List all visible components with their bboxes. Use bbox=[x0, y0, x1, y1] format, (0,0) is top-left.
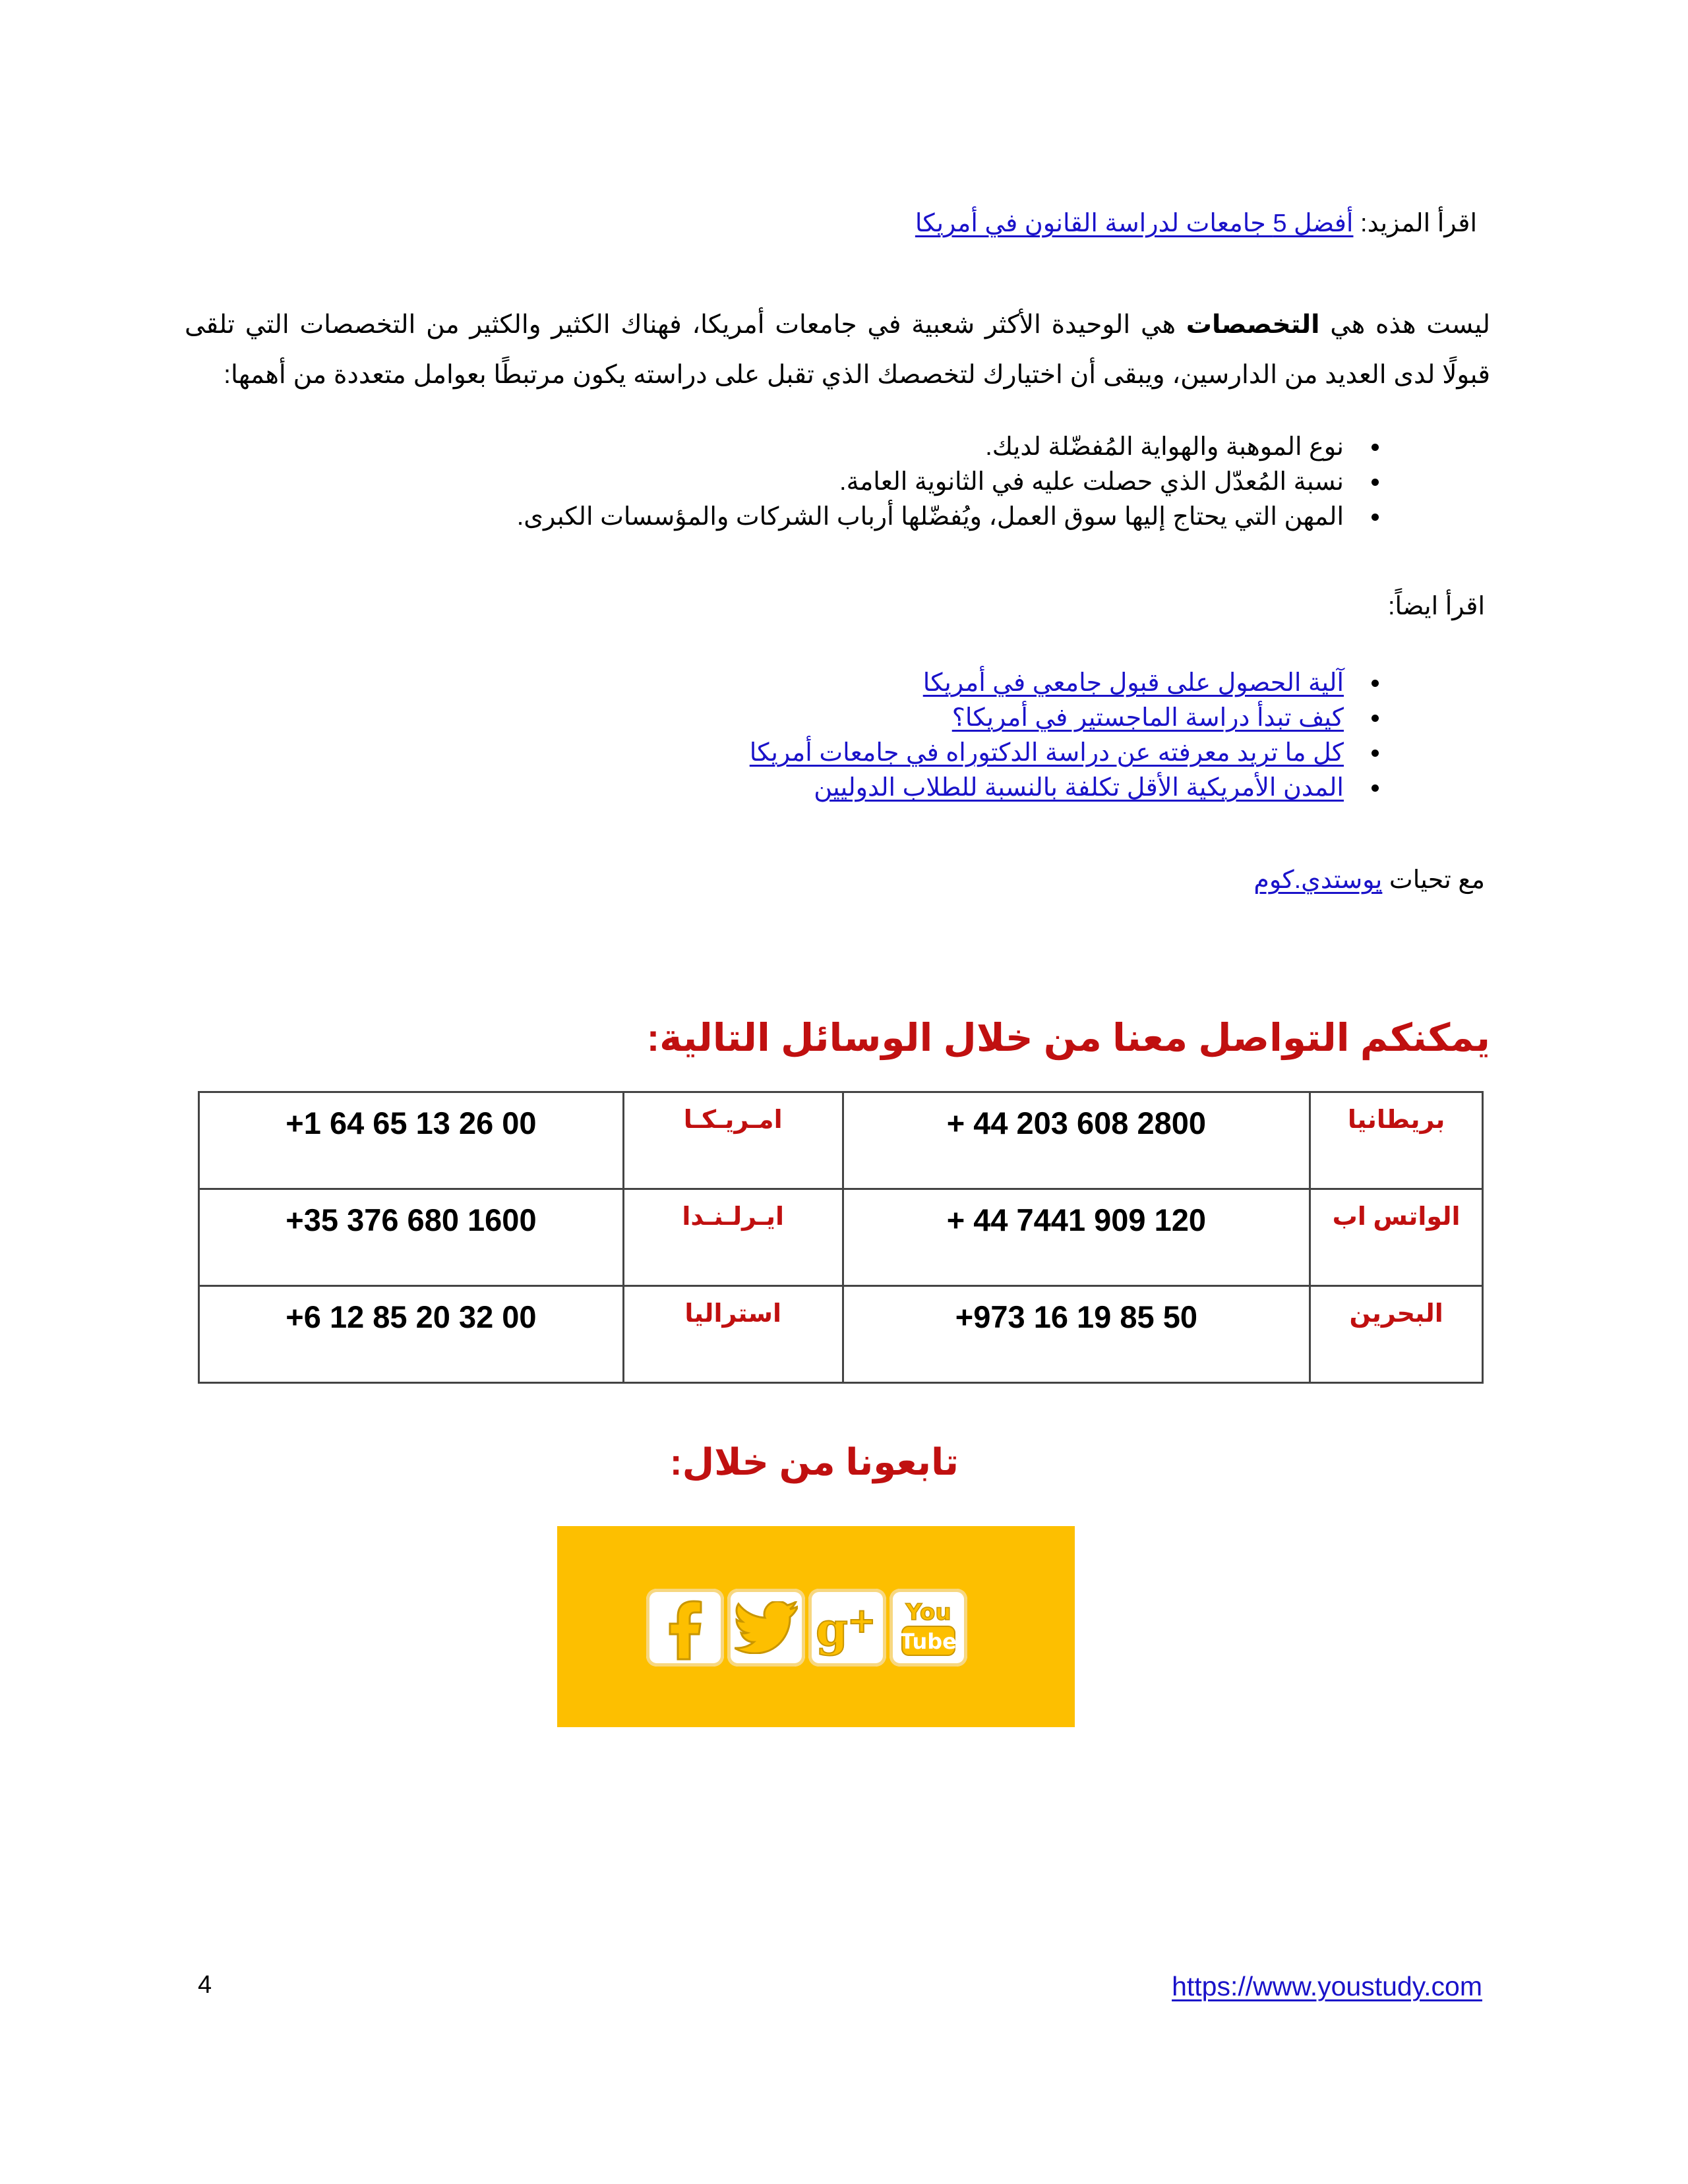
table-row bbox=[199, 1092, 1483, 1189]
list-item bbox=[750, 666, 1360, 701]
google-plus-icon[interactable] bbox=[808, 1589, 886, 1667]
regards-label: مع تحيات bbox=[1382, 866, 1485, 894]
related-link[interactable]: المدن الأمريكية الأقل تكلفة بالنسبة للطلاب الدوليين bbox=[814, 774, 1344, 802]
list-item bbox=[750, 736, 1360, 771]
country-cell: البحرين bbox=[1310, 1286, 1483, 1383]
related-link[interactable]: كل ما تريد معرفته عن دراسة الدكتوراه في جامعات أمريكا bbox=[749, 739, 1344, 767]
table-row bbox=[199, 1189, 1483, 1286]
contact-title: يمكنكم التواصل معنا من خلال الوسائل التالية: bbox=[646, 1017, 1490, 1059]
svg-text:+: + bbox=[847, 1601, 876, 1641]
contact-table bbox=[198, 1091, 1484, 1384]
list-item bbox=[750, 771, 1360, 806]
youtube-icon[interactable] bbox=[889, 1589, 967, 1667]
phone-cell: +1 64 65 13 26 00 bbox=[199, 1092, 624, 1189]
factors-list bbox=[517, 430, 1398, 535]
related-links-list bbox=[750, 666, 1398, 806]
follow-title: تابعونا من خلال: bbox=[669, 1441, 959, 1483]
country-cell: استراليا bbox=[623, 1286, 843, 1383]
intro-bold-term: التخصصات bbox=[1186, 310, 1320, 339]
intro-paragraph bbox=[185, 300, 1490, 400]
facebook-icon[interactable] bbox=[646, 1589, 724, 1667]
related-link[interactable]: كيف تبدأ دراسة الماجستير في أمريكا؟ bbox=[951, 704, 1344, 732]
table-row bbox=[199, 1286, 1483, 1383]
twitter-icon[interactable] bbox=[727, 1589, 805, 1667]
svg-text:You: You bbox=[905, 1599, 951, 1626]
svg-text:Tube: Tube bbox=[900, 1629, 957, 1654]
read-also-label: اقرأ ايضاً: bbox=[1387, 593, 1485, 620]
country-cell: ايـرلـنـدا bbox=[623, 1189, 843, 1286]
list-item: • المهن التي يحتاج إليها سوق العمل، ويُفضّلها أرباب الشركات والمؤسسات الكبرى. bbox=[517, 500, 1360, 535]
country-cell: بريطانيا bbox=[1310, 1092, 1483, 1189]
phone-cell: + 44 7441 909 120 bbox=[843, 1189, 1310, 1286]
site-link[interactable]: يوستدي.كوم bbox=[1253, 866, 1383, 894]
intro-part1: ليست هذه هي bbox=[1319, 310, 1490, 339]
phone-cell: +6 12 85 20 32 00 bbox=[199, 1286, 624, 1383]
list-item: • نسبة المُعدّل الذي حصلت عليه في الثانوية العامة. bbox=[517, 465, 1360, 500]
regards-line bbox=[1253, 865, 1485, 895]
country-cell: امـريـكـا bbox=[623, 1092, 843, 1189]
list-item bbox=[750, 701, 1360, 736]
social-banner bbox=[557, 1526, 1075, 1727]
read-more-label: اقرأ المزيد: bbox=[1353, 210, 1477, 237]
footer-url-link[interactable]: https://www.youstudy.com bbox=[1172, 1971, 1482, 2001]
country-cell: الواتس اب bbox=[1310, 1189, 1483, 1286]
svg-text:g: g bbox=[816, 1602, 848, 1657]
intro-part2: هي الوحيدة الأكثر شعبية في جامعات أمريكا، فهناك الكثير والكثير من التخصصات التي تلقى قبولًا لدى العديد من الدارسين، ويبقى أن اختيارك لتخصصك الذي تقبل على دراسته يكون مرتبطًا بعوامل متعددة من أهمها: bbox=[185, 310, 1490, 389]
phone-cell: +973 16 19 85 50 bbox=[843, 1286, 1310, 1383]
list-item: • نوع الموهبة والهواية المُفضّلة لديك. bbox=[517, 430, 1360, 465]
phone-cell: +35 376 680 1600 bbox=[199, 1189, 624, 1286]
page-number: 4 bbox=[198, 1971, 212, 1999]
read-more-link[interactable]: أفضل 5 جامعات لدراسة القانون في أمريكا bbox=[915, 210, 1354, 237]
phone-cell: + 44 203 608 2800 bbox=[843, 1092, 1310, 1189]
related-link[interactable]: آلية الحصول على قبول جامعي في أمريكا bbox=[922, 669, 1344, 697]
read-more-line bbox=[915, 208, 1477, 238]
